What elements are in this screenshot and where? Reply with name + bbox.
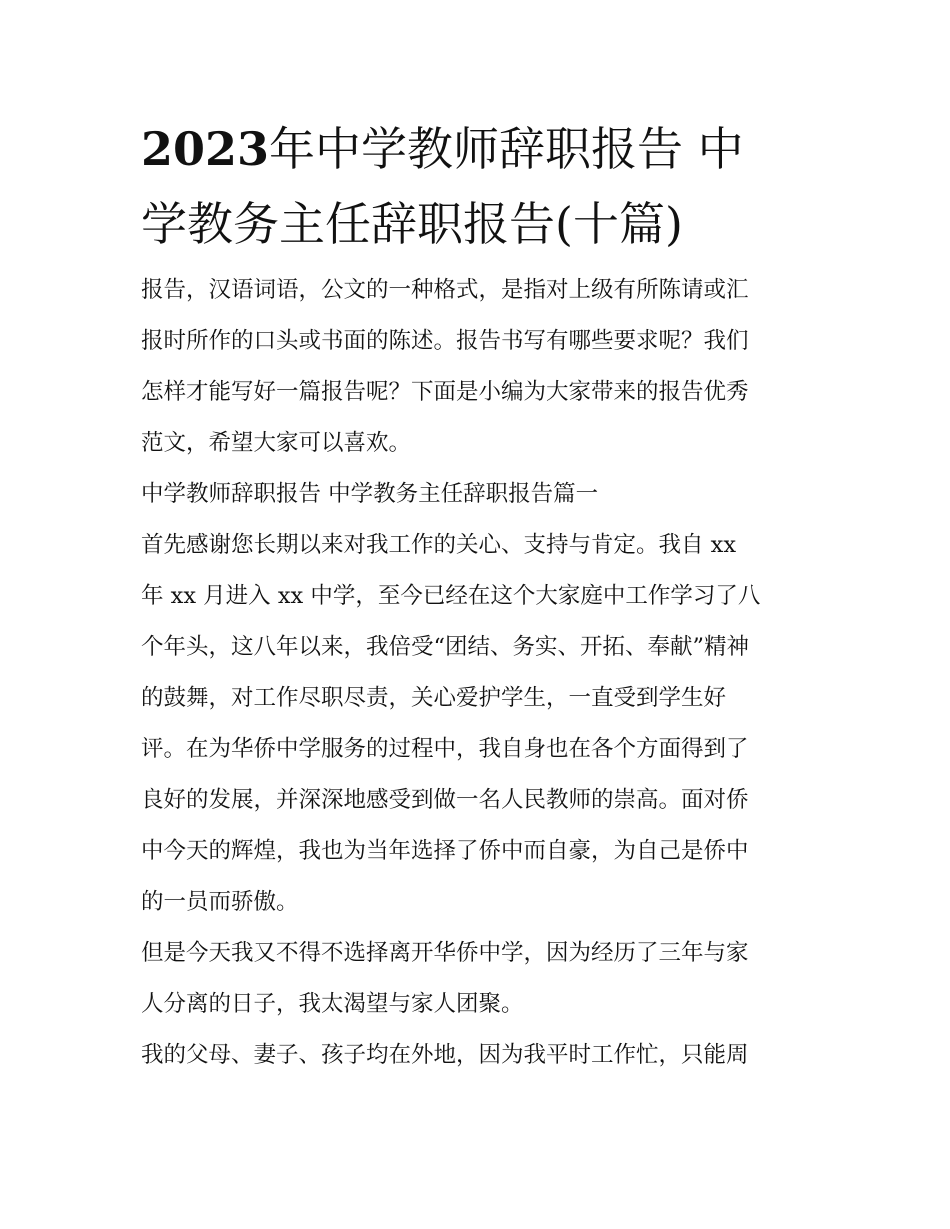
text-line: 范文，希望大家可以喜欢。 — [141, 430, 412, 456]
text-line: 怎样才能写好一篇报告呢？下面是小编为大家带来的报告优秀 — [141, 379, 749, 405]
text-line: 良好的发展，并深深地感受到做一名人民教师的崇高。面对侨 — [141, 787, 749, 813]
text-line: 评。在为华侨中学服务的过程中，我自身也在各个方面得到了 — [141, 736, 749, 762]
text-line: 人分离的日子，我太渴望与家人团聚。 — [141, 991, 524, 1017]
text-line: 年 xx 月进入 xx 中学，至今已经在这个大家庭中工作学习了八 — [141, 583, 761, 609]
text-line: 我的父母、妻子、孩子均在外地，因为我平时工作忙，只能周 — [141, 1042, 749, 1068]
section-heading: 中学教师辞职报告 中学教务主任辞职报告篇一 — [141, 481, 599, 507]
text-line: 的鼓舞，对工作尽职尽责，关心爱护学生，一直受到学生好 — [141, 685, 727, 711]
text-line: 的一员而骄傲。 — [141, 889, 299, 915]
text-line: 报告，汉语词语，公文的一种格式，是指对上级有所陈请或汇 — [141, 277, 749, 303]
text-line: 中今天的辉煌，我也为当年选择了侨中而自豪，为自己是侨中 — [141, 838, 749, 864]
text-line: 个年头，这八年以来，我倍受“团结、务实、开拓、奉献”精神 — [141, 634, 750, 660]
title-year: 2023 — [141, 122, 270, 176]
document-body — [141, 112, 821, 1081]
title-line2-text: 学教务主任辞职报告(十篇) — [141, 197, 683, 251]
text-line: 但是今天我又不得不选择离开华侨中学，因为经历了三年与家 — [141, 940, 749, 966]
document-title — [141, 112, 821, 262]
text-line: 首先感谢您长期以来对我工作的关心、支持与肯定。我自 xx — [141, 532, 737, 558]
text-line: 报时所作的口头或书面的陈述。报告书写有哪些要求呢？我们 — [141, 328, 749, 354]
title-line1-text: 年中学教师辞职报告 中 — [269, 122, 744, 176]
